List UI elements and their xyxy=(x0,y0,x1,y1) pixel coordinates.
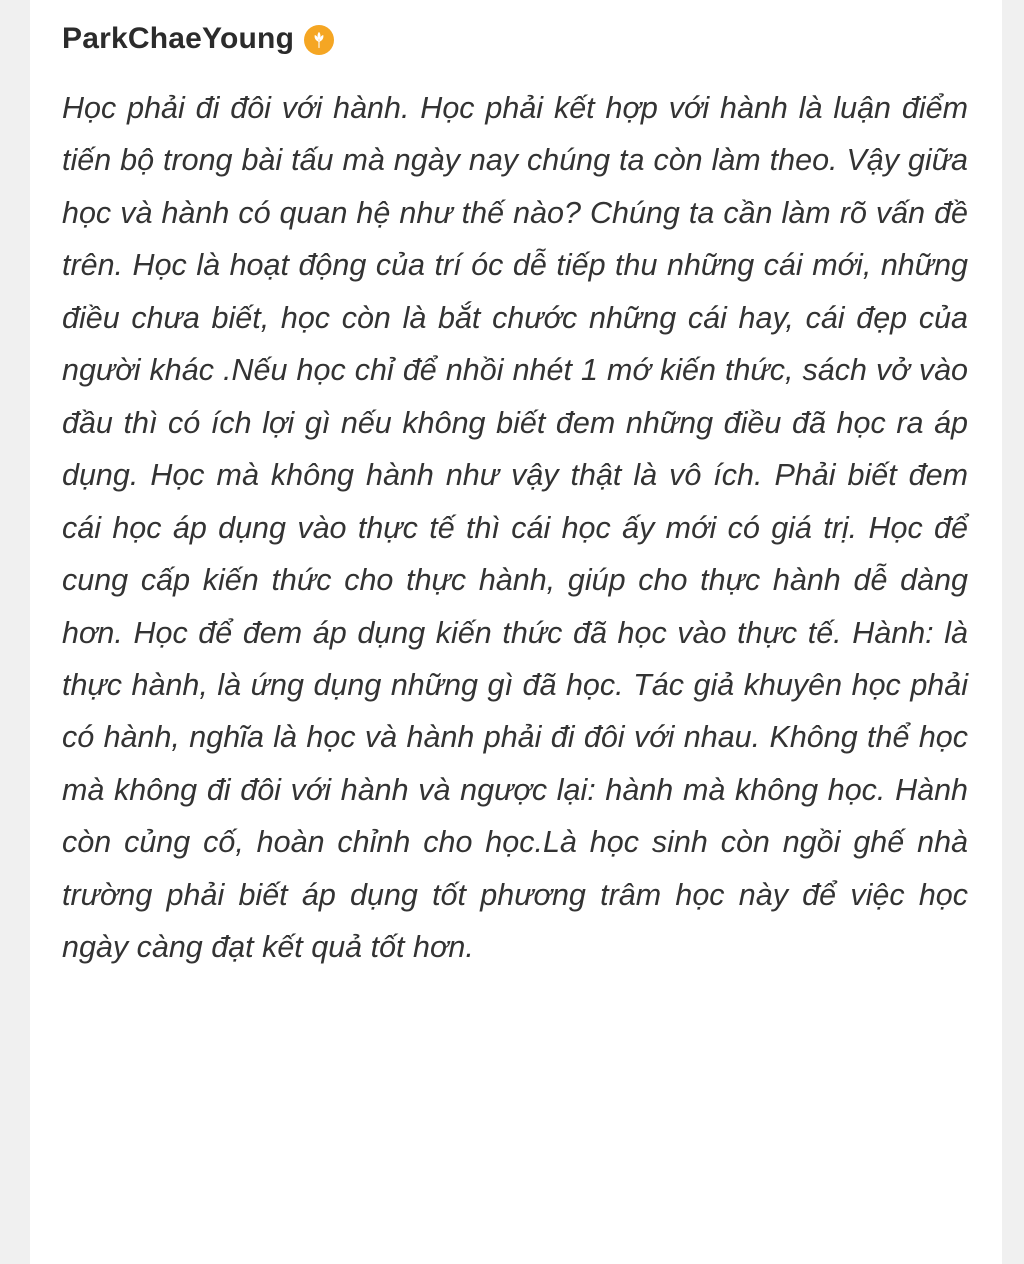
right-gutter xyxy=(1002,0,1024,1264)
left-gutter xyxy=(0,0,30,1264)
author-name[interactable]: ParkChaeYoung xyxy=(62,22,295,55)
wheat-award-icon xyxy=(304,25,334,55)
answer-body-text: Học phải đi đôi với hành. Học phải kết hợp với hành là luận điểm tiến bộ trong bài tấu mà ngày nay chúng ta còn làm theo. Vậy giữa học và hành có quan hệ như thế nào? Chúng ta cần làm rõ vấn đề trên. Học là hoạt động của trí óc dễ tiếp thu những cái mới, những điều chưa biết, học còn là bắt chước những cái hay, cái đẹp của người khác .Nếu học chỉ để nhồi nhét 1 mớ kiến thức, sách vở vào đầu thì có ích lợi gì nếu không biết đem những điều đã học ra áp dụng. Học mà không hành như vậy thật là vô ích. Phải biết đem cái học áp dụng vào thực tế thì cái học ấy mới có giá trị. Học để cung cấp kiến thức cho thực hành, giúp cho thực hành dễ dàng hơn. Học để đem áp dụng kiến thức đã học vào thực tế. Hành: là thực hành, là ứng dụng những gì đã học. Tác giả khuyên học phải có hành, nghĩa là học và hành phải đi đôi với nhau. Không thể học mà không đi đôi với hành và ngược lại: hành mà không học. Hành còn củng cố, hoàn chỉnh cho học.Là học sinh còn ngồi ghế nhà trường phải biết áp dụng tốt phương trâm học này để việc học ngày càng đạt kết quả tốt hơn. xyxy=(62,91,968,965)
post-author-row xyxy=(62,22,970,56)
post-content xyxy=(30,0,1002,1264)
